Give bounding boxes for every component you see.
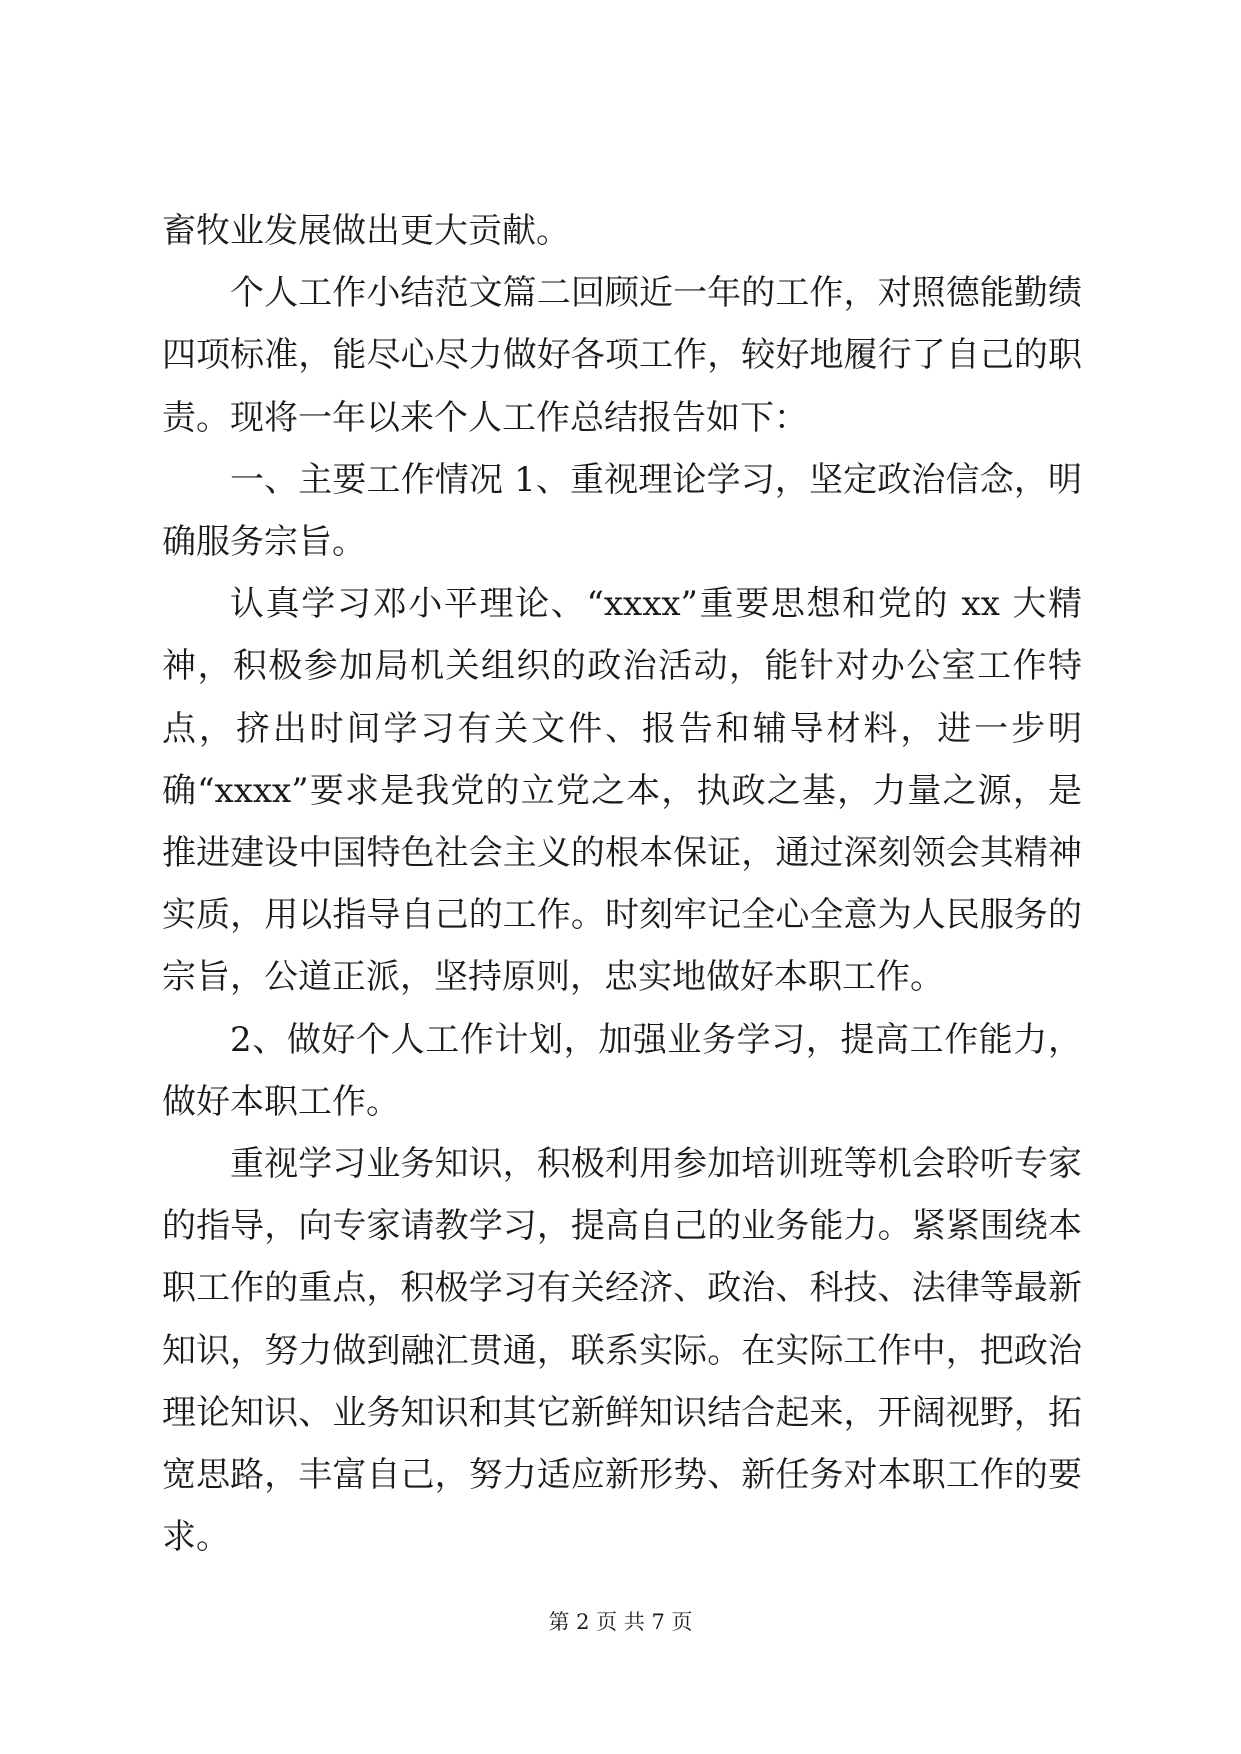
document-body [162, 200, 1082, 1568]
paragraph-6: 重视学习业务知识，积极利用参加培训班等机会聆听专家的指导，向专家请教学习，提高自己的业务能力。紧紧围绕本职工作的重点，积极学习有关经济、政治、科技、法律等最新知识，努力做到融汇贯通，联系实际。在实际工作中，把政治理论知识、业务知识和其它新鲜知识结合起来，开阔视野，拓宽思路，丰富自己，努力适应新形势、新任务对本职工作的要求。 [162, 1144, 1082, 1558]
paragraph-1: 畜牧业发展做出更大贡献。 [162, 211, 570, 251]
paragraph-4: 认真学习邓小平理论、“xxxx”重要思想和党的 xx 大精神，积极参加局机关组织的政治活动，能针对办公室工作特点，挤出时间学习有关文件、报告和辅导材料，进一步明确“xxxx”要求是我党的立党之本，执政之基，力量之源，是推进建设中国特色社会主义的根本保证，通过深刻领会其精神实质，用以指导自己的工作。时刻牢记全心全意为人民服务的宗旨，公道正派，坚持原则，忠实地做好本职工作。 [162, 584, 1082, 998]
page-number-footer: 第 2 页 共 7 页 [548, 1610, 693, 1634]
paragraph-2: 个人工作小结范文篇二回顾近一年的工作，对照德能勤绩四项标准，能尽心尽力做好各项工作，较好地履行了自己的职责。现将一年以来个人工作总结报告如下： [162, 273, 1082, 438]
paragraph-3: 一、主要工作情况 1、重视理论学习，坚定政治信念，明确服务宗旨。 [162, 459, 1082, 563]
paragraph-5: 2、做好个人工作计划，加强业务学习，提高工作能力，做好本职工作。 [162, 1019, 1082, 1122]
